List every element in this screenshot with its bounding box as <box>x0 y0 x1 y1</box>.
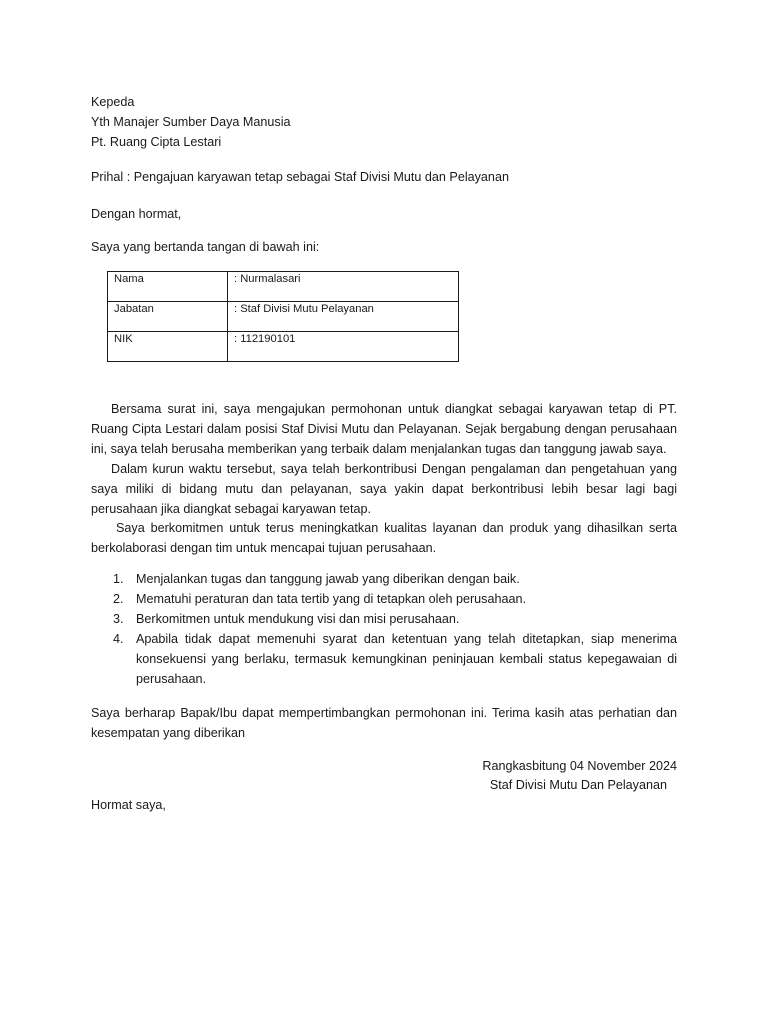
sign-off: Hormat saya, <box>91 798 166 812</box>
greeting: Dengan hormat, <box>91 207 182 221</box>
place-date: Rangkasbitung 04 November 2024 <box>482 759 677 773</box>
list-number: 3. <box>113 612 124 626</box>
recipient-line-2: Yth Manajer Sumber Daya Manusia <box>91 115 291 129</box>
nik-label: NIK <box>108 332 228 362</box>
list-item <box>91 609 677 629</box>
list-number: 2. <box>113 592 124 606</box>
position-value: : Staf Divisi Mutu Pelayanan <box>228 302 459 332</box>
body-paragraph-3: Saya berkomitmen untuk terus meningkatkan kualitas layanan dan produk yang dihasilkan serta berkolaborasi dengan tim untuk mencapai tujuan perusahaan. <box>91 521 677 555</box>
body-paragraph-1: Bersama surat ini, saya mengajukan permohonan untuk diangkat sebagai karyawan tetap di PT. Ruang Cipta Lestari dalam posisi Staf Divisi Mutu dan Pelayanan. Sejak bergabung dengan perusahaan ini, saya telah berusaha memberikan yang terbaik dalam menjalankan tugas dan tanggung jawab saya. <box>91 402 677 456</box>
identity-table <box>107 271 459 362</box>
closing-paragraph: Saya berharap Bapak/Ibu dapat mempertimbangkan permohonan ini. Terima kasih atas perhatian dan kesempatan yang diberikan <box>91 706 677 740</box>
list-item <box>91 589 677 609</box>
body-paragraph-2: Dalam kurun waktu tersebut, saya telah berkontribusi Dengan pengalaman dan pengetahuan yang saya miliki di bidang mutu dan pelayanan, saya yakin dapat berkontribusi lebih besar lagi bagi perusahaan jika diangkat sebagai karyawan tetap. <box>91 462 677 516</box>
table-row <box>108 332 459 362</box>
name-label: Nama <box>108 272 228 302</box>
table-row <box>108 272 459 302</box>
table-row <box>108 302 459 332</box>
position-label: Jabatan <box>108 302 228 332</box>
recipient-line-1: Kepeda <box>91 95 135 109</box>
list-text: Menjalankan tugas dan tanggung jawab yang diberikan dengan baik. <box>136 572 520 586</box>
sender-position: Staf Divisi Mutu Dan Pelayanan <box>489 778 667 792</box>
intro-text: Saya yang bertanda tangan di bawah ini: <box>91 240 320 254</box>
list-item <box>91 629 677 689</box>
name-value: : Nurmalasari <box>228 272 459 302</box>
commitment-list <box>91 569 677 689</box>
list-number: 1. <box>113 572 124 586</box>
list-text: Berkomitmen untuk mendukung visi dan misi perusahaan. <box>136 612 460 626</box>
list-item <box>91 569 677 589</box>
nik-value: : 112190101 <box>228 332 459 362</box>
recipient-line-3: Pt. Ruang Cipta Lestari <box>91 135 222 149</box>
subject-line: Prihal : Pengajuan karyawan tetap sebagai Staf Divisi Mutu dan Pelayanan <box>91 170 509 184</box>
list-number: 4. <box>113 632 124 646</box>
list-text: Mematuhi peraturan dan tata tertib yang di tetapkan oleh perusahaan. <box>136 592 526 606</box>
list-text: Apabila tidak dapat memenuhi syarat dan ketentuan yang telah ditetapkan, siap menerima konsekuensi yang berlaku, termasuk kemungkinan peninjauan kembali status kepegawaian di perusahaan. <box>136 632 677 686</box>
